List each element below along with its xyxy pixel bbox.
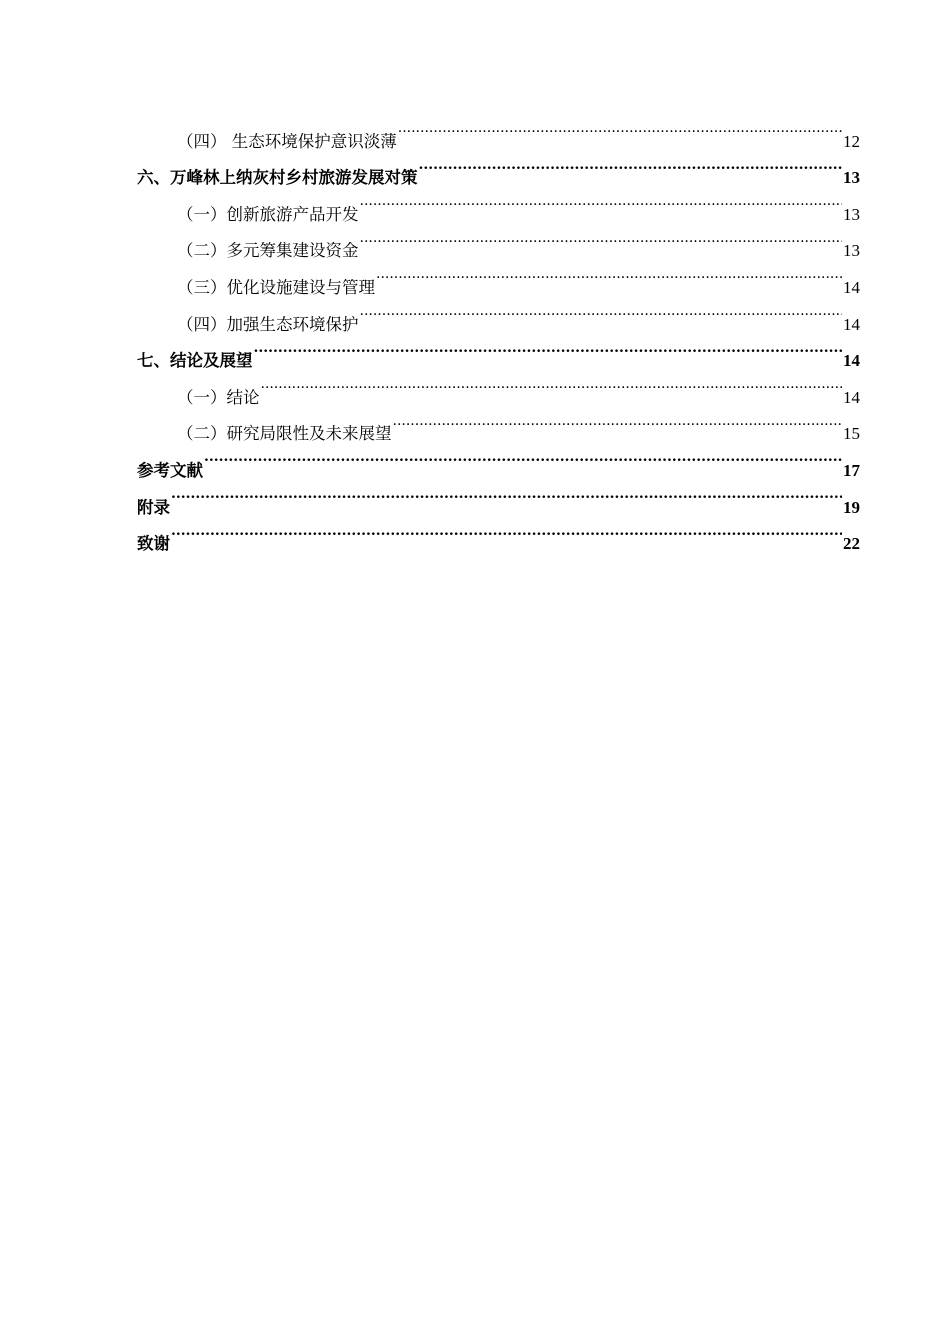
toc-entry-page: 14 bbox=[843, 387, 860, 407]
toc-entry-title: （一）创新旅游产品开发 bbox=[177, 204, 359, 224]
toc-entry-page: 14 bbox=[843, 277, 860, 297]
toc-entry-title: （三）优化设施建设与管理 bbox=[177, 277, 375, 297]
toc-entry-title: （二）多元筹集建设资金 bbox=[177, 241, 359, 261]
toc-entry-appendix[interactable] bbox=[137, 476, 860, 517]
table-of-contents bbox=[137, 110, 860, 554]
toc-dot-leader bbox=[254, 330, 843, 367]
toc-dot-leader bbox=[204, 439, 842, 476]
toc-entry-page: 22 bbox=[843, 534, 860, 554]
toc-entry-page: 14 bbox=[843, 351, 860, 371]
toc-entry-page: 13 bbox=[843, 168, 860, 188]
toc-dot-leader bbox=[393, 403, 843, 440]
toc-entry-acknowledgements[interactable] bbox=[137, 513, 860, 554]
toc-entry-page: 15 bbox=[843, 424, 860, 444]
toc-entry-title: 附录 bbox=[137, 497, 170, 517]
toc-dot-leader bbox=[419, 147, 843, 184]
toc-entry-title: （四）加强生态环境保护 bbox=[177, 314, 359, 334]
toc-entry-references[interactable] bbox=[137, 439, 860, 480]
toc-entry-title: 参考文献 bbox=[137, 460, 203, 480]
toc-entry-page: 13 bbox=[843, 204, 860, 224]
toc-entry-title: （一）结论 bbox=[177, 387, 260, 407]
toc-entry-title: 致谢 bbox=[137, 534, 170, 554]
toc-entry-title: （二）研究局限性及未来展望 bbox=[177, 424, 392, 444]
toc-entry-page: 13 bbox=[843, 241, 860, 261]
toc-entry-title: 六、万峰林上纳灰村乡村旅游发展对策 bbox=[137, 168, 418, 188]
toc-dot-leader bbox=[261, 366, 843, 403]
toc-dot-leader bbox=[360, 220, 843, 257]
toc-entry-page: 17 bbox=[843, 460, 860, 480]
toc-dot-leader bbox=[398, 110, 842, 147]
toc-entry-title: （四） 生态环境保护意识淡薄 bbox=[177, 131, 397, 151]
toc-dot-leader bbox=[171, 476, 842, 513]
toc-entry-page: 12 bbox=[843, 131, 860, 151]
toc-dot-leader bbox=[360, 293, 843, 330]
toc-dot-leader bbox=[360, 183, 843, 220]
toc-entry-page: 14 bbox=[843, 314, 860, 334]
toc-entry-ecology-awareness[interactable] bbox=[137, 110, 860, 151]
toc-dot-leader bbox=[376, 256, 842, 293]
toc-dot-leader bbox=[171, 513, 842, 550]
toc-entry-title: 七、结论及展望 bbox=[137, 351, 253, 371]
toc-entry-page: 19 bbox=[843, 497, 860, 517]
